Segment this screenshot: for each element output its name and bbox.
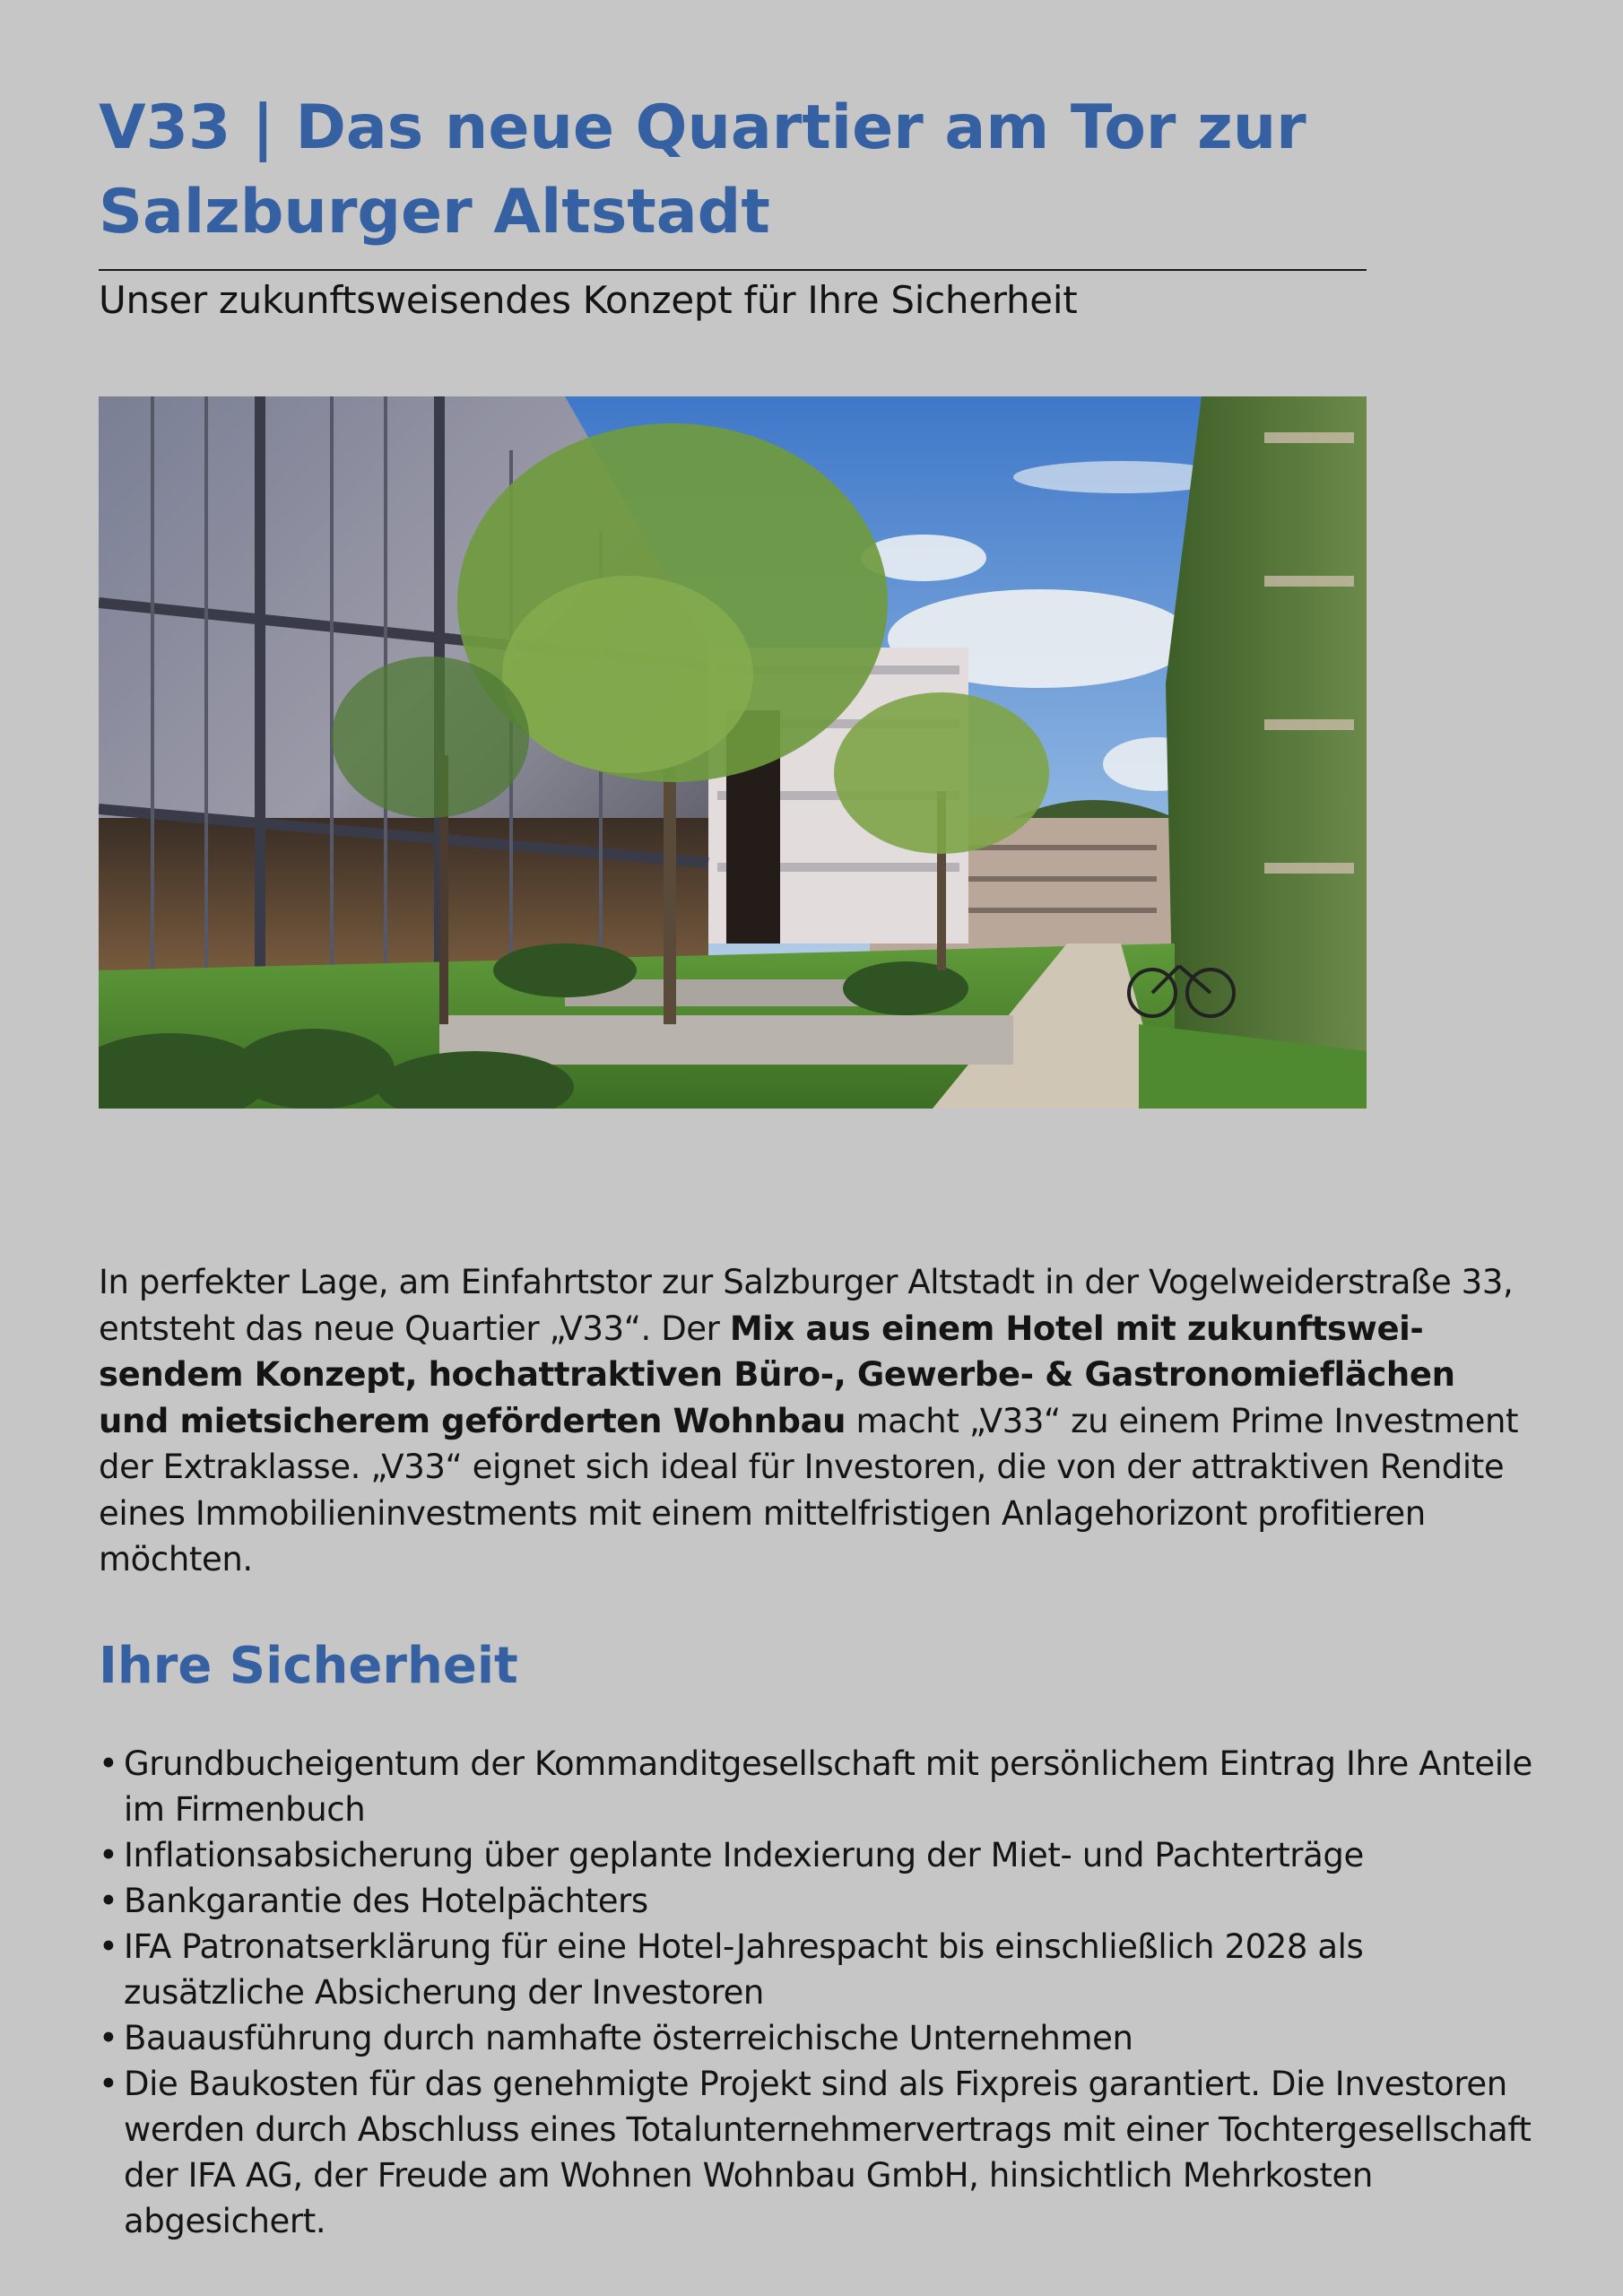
- bullet-icon: •: [99, 1744, 118, 1783]
- list-item-text: Grundbucheigentum der Kommanditgesellschaft mit persönlichem Eintrag Ihre Anteile im Firmenbuch: [124, 1744, 1532, 1829]
- security-heading: Ihre Sicherheit: [99, 1637, 518, 1695]
- list-item: [99, 2061, 1533, 2244]
- list-item-text: Bankgarantie des Hotelpächters: [124, 1882, 648, 1920]
- hero-rendering-image: [99, 396, 1367, 1109]
- list-item: [99, 1832, 1533, 1878]
- list-item: [99, 1878, 1533, 1924]
- bullet-icon: •: [99, 1882, 118, 1920]
- bullet-icon: •: [99, 1927, 118, 1966]
- list-item: [99, 1741, 1533, 1832]
- page-subtitle: Unser zukunftsweisendes Konzept für Ihre Sicherheit: [99, 278, 1078, 322]
- intro-text-highlight: Mix aus einem Hotel mit zukunftsweisendem Konzept, hochattraktiven Büro-, Gewerbe- & Gastronomieflächen und mietsicherem geförderten Wohnbau: [99, 1309, 1455, 1440]
- title-divider: [99, 269, 1367, 271]
- bullet-icon: •: [99, 2065, 118, 2103]
- page: [99, 86, 1532, 2240]
- list-item-text: Bauausführung durch namhafte österreichische Unternehmen: [124, 2019, 1133, 2057]
- intro-text-start: In perfekter Lage, am Einfahrtstor zur Salzburger Altstadt in der Vogelweiderstraße 33, entsteht das neue Quartier „V33“. Der: [99, 1263, 1514, 1348]
- page-title: V33 | Das neue Quartier am Tor zur Salzburger Altstadt: [99, 92, 1306, 248]
- intro-paragraph: [99, 1259, 1533, 1583]
- list-item-text: Die Baukosten für das genehmigte Projekt sind als Fixpreis garantiert. Die Investoren werden durch Abschluss eines Totalunternehmervertrags mit einer Tochtergesellschaft der IFA AG, der Freude am Wohnen Wohnbau GmbH, hinsichtlich Mehrkosten abgesichert.: [124, 2065, 1532, 2240]
- intro-text-end: macht „V33“ zu einem Prime Investment der Extraklasse. „V33“ eignet sich ideal für Investoren, die von der attraktiven Rendite eines Immobilieninvestments mit einem mittelfristigen Anlagehorizont profitieren möchten.: [99, 1401, 1519, 1578]
- list-item-text: IFA Patronatserklärung für eine Hotel-Jahrespacht bis einschließlich 2028 als zusätzliche Absicherung der Investoren: [124, 1927, 1364, 2012]
- list-item: [99, 1924, 1533, 2015]
- list-item: [99, 2015, 1533, 2061]
- security-list: [99, 1741, 1533, 2244]
- list-item-text: Inflationsabsicherung über geplante Indexierung der Miet- und Pachterträge: [124, 1836, 1364, 1874]
- bullet-icon: •: [99, 1836, 118, 1874]
- bullet-icon: •: [99, 2019, 118, 2057]
